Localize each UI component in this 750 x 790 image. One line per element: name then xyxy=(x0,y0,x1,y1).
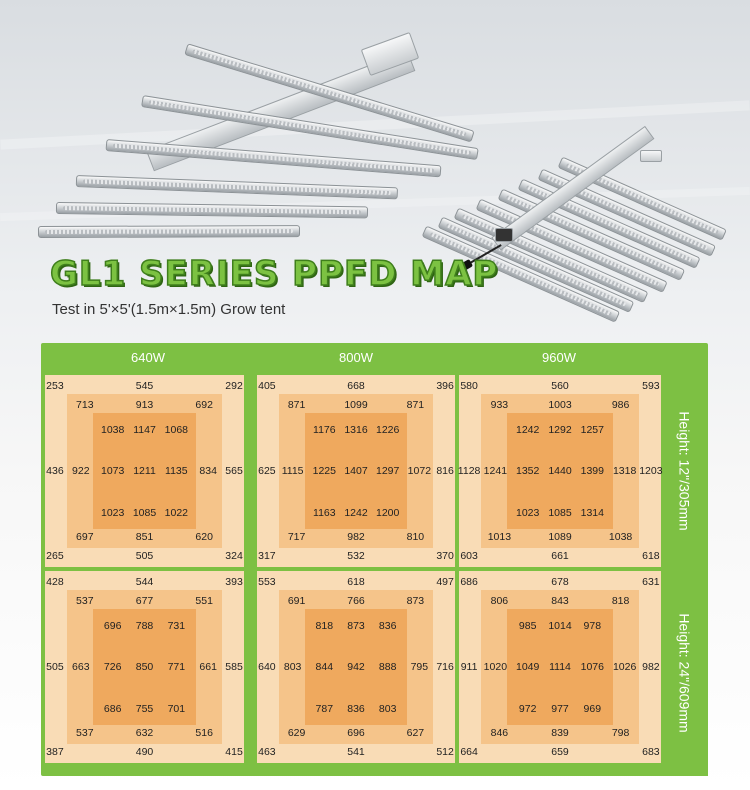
inner-value: 803 xyxy=(378,703,397,716)
middle-value: 839 xyxy=(551,727,569,740)
inner-value: 1163 xyxy=(313,507,336,520)
outer-value: 593 xyxy=(642,379,660,392)
middle-value: 692 xyxy=(195,398,213,411)
middle-value: 795 xyxy=(410,661,429,673)
middle-value: 803 xyxy=(283,661,302,673)
outer-value: 982 xyxy=(642,661,660,673)
middle-value: 1072 xyxy=(407,465,432,477)
middle-value: 627 xyxy=(406,727,425,740)
inner-value: 1211 xyxy=(133,465,156,477)
inner-value: 969 xyxy=(583,703,602,716)
outer-value: 415 xyxy=(225,746,243,759)
outer-value: 816 xyxy=(436,465,454,477)
outer-value: 541 xyxy=(347,746,365,759)
middle-value: 632 xyxy=(135,727,154,740)
middle-value: 537 xyxy=(76,727,94,740)
inner-value: 818 xyxy=(315,619,334,632)
inner-value: 1242 xyxy=(344,507,368,520)
ppfd-map-panel xyxy=(41,343,708,776)
inner-value: 755 xyxy=(135,703,154,716)
page-subtitle: Test in 5'×5'(1.5m×1.5m) Grow tent xyxy=(52,301,286,318)
middle-value: 1089 xyxy=(548,531,572,544)
outer-value: 585 xyxy=(225,661,243,673)
outer-value: 370 xyxy=(436,550,454,563)
inner-value: 1314 xyxy=(580,507,604,520)
height-label-12in: Height: 12"/305mm xyxy=(676,410,693,531)
inner-value: 1407 xyxy=(344,465,368,477)
inner-value: 1076 xyxy=(580,661,604,673)
middle-value: 1241 xyxy=(483,465,508,477)
inner-value: 1399 xyxy=(580,465,604,477)
outer-value: 560 xyxy=(551,379,569,392)
inner-value: 1257 xyxy=(580,423,604,436)
outer-value: 393 xyxy=(225,575,243,588)
middle-value: 806 xyxy=(490,594,509,607)
inner-value: 888 xyxy=(378,661,397,673)
inner-value: 726 xyxy=(103,661,122,673)
outer-value: 1203 xyxy=(639,465,663,477)
ppfd-map-800w-h1 xyxy=(257,375,455,567)
inner-value: 873 xyxy=(347,619,365,632)
middle-value: 1099 xyxy=(344,398,368,411)
middle-value: 1020 xyxy=(483,661,508,673)
outer-value: 505 xyxy=(46,661,64,673)
inner-value: 1292 xyxy=(548,423,572,436)
outer-value: 253 xyxy=(46,379,64,392)
middle-value: 933 xyxy=(490,398,509,411)
inner-value: 696 xyxy=(103,619,122,632)
inner-value: 1085 xyxy=(548,507,572,520)
outer-value: 512 xyxy=(436,746,454,759)
inner-value: 701 xyxy=(167,703,186,716)
outer-value: 659 xyxy=(551,746,569,759)
inner-value: 787 xyxy=(315,703,334,716)
middle-value: 663 xyxy=(72,661,90,673)
outer-value: 532 xyxy=(347,550,365,563)
inner-value: 1135 xyxy=(165,465,188,477)
outer-value: 265 xyxy=(46,550,64,563)
inner-value: 1242 xyxy=(515,423,540,436)
column-header-640w: 640W xyxy=(131,350,165,365)
middle-value: 717 xyxy=(287,531,306,544)
inner-value: 1022 xyxy=(164,507,189,520)
outer-value: 640 xyxy=(258,661,276,673)
inner-value: 1014 xyxy=(548,619,572,632)
inner-value: 1440 xyxy=(548,465,572,477)
middle-value: 851 xyxy=(135,531,154,544)
outer-value: 661 xyxy=(551,550,569,563)
middle-value: 1026 xyxy=(612,661,637,673)
middle-value: 766 xyxy=(347,594,365,607)
inner-value: 1147 xyxy=(133,423,156,436)
outer-value: 668 xyxy=(347,379,365,392)
inner-value: 985 xyxy=(518,619,537,632)
inner-value: 836 xyxy=(378,619,397,632)
middle-value: 871 xyxy=(287,398,306,411)
outer-value: 580 xyxy=(460,379,478,392)
outer-value: 317 xyxy=(258,550,276,563)
outer-value: 490 xyxy=(135,746,154,759)
outer-value: 686 xyxy=(460,575,478,588)
middle-value: 1038 xyxy=(608,531,633,544)
middle-value: 818 xyxy=(611,594,630,607)
outer-value: 553 xyxy=(258,575,276,588)
inner-value: 1073 xyxy=(100,465,125,477)
ppfd-map-960w-h1 xyxy=(459,375,661,567)
middle-value: 661 xyxy=(199,661,217,673)
middle-value: 871 xyxy=(406,398,425,411)
middle-value: 537 xyxy=(76,594,94,607)
page-title: GL1 SERIES PPFD MAP xyxy=(50,254,499,294)
outer-value: 405 xyxy=(258,379,276,392)
middle-value: 834 xyxy=(199,465,217,477)
ppfd-map-640w-h1 xyxy=(45,375,244,567)
outer-value: 544 xyxy=(135,575,154,588)
inner-value: 844 xyxy=(315,661,334,673)
inner-value: 1023 xyxy=(515,507,540,520)
outer-value: 911 xyxy=(460,661,478,673)
inner-value: 1200 xyxy=(375,507,400,520)
inner-value: 978 xyxy=(583,619,602,632)
ppfd-map-800w-h2 xyxy=(257,571,455,763)
inner-value: 1316 xyxy=(344,423,368,436)
outer-value: 565 xyxy=(225,465,243,477)
height-strip xyxy=(661,373,708,776)
outer-value: 618 xyxy=(642,550,660,563)
middle-value: 516 xyxy=(195,727,213,740)
inner-value: 972 xyxy=(518,703,537,716)
middle-value: 677 xyxy=(135,594,154,607)
middle-value: 810 xyxy=(406,531,425,544)
ppfd-map-640w-h2 xyxy=(45,571,244,763)
outer-value: 428 xyxy=(46,575,64,588)
outer-value: 603 xyxy=(460,550,478,563)
outer-value: 292 xyxy=(225,379,243,392)
middle-value: 922 xyxy=(72,465,90,477)
middle-value: 798 xyxy=(611,727,630,740)
outer-value: 618 xyxy=(347,575,365,588)
inner-value: 1114 xyxy=(549,661,571,673)
outer-value: 631 xyxy=(642,575,660,588)
outer-value: 545 xyxy=(135,379,154,392)
middle-value: 982 xyxy=(347,531,365,544)
middle-value: 1013 xyxy=(487,531,512,544)
outer-value: 1128 xyxy=(457,465,481,477)
middle-value: 620 xyxy=(195,531,213,544)
outer-value: 497 xyxy=(436,575,454,588)
outer-value: 683 xyxy=(642,746,660,759)
middle-value: 843 xyxy=(551,594,569,607)
inner-value: 942 xyxy=(347,661,365,673)
outer-value: 625 xyxy=(258,465,276,477)
inner-value: 686 xyxy=(103,703,122,716)
outer-value: 396 xyxy=(436,379,454,392)
middle-value: 873 xyxy=(406,594,425,607)
inner-value: 1226 xyxy=(375,423,400,436)
height-label-24in: Height: 24"/609mm xyxy=(676,613,693,733)
middle-value: 713 xyxy=(76,398,94,411)
middle-value: 1003 xyxy=(548,398,572,411)
column-header-800w: 800W xyxy=(339,350,373,365)
middle-value: 1318 xyxy=(612,465,637,477)
inner-value: 1297 xyxy=(375,465,400,477)
middle-value: 551 xyxy=(195,594,213,607)
middle-value: 691 xyxy=(287,594,306,607)
inner-value: 977 xyxy=(551,703,569,716)
middle-value: 913 xyxy=(135,398,154,411)
outer-value: 324 xyxy=(225,550,243,563)
inner-value: 1068 xyxy=(164,423,189,436)
inner-value: 850 xyxy=(135,661,154,673)
column-header-960w: 960W xyxy=(542,350,576,365)
inner-value: 788 xyxy=(135,619,154,632)
outer-value: 664 xyxy=(460,746,478,759)
middle-value: 986 xyxy=(611,398,630,411)
outer-value: 678 xyxy=(551,575,569,588)
outer-value: 505 xyxy=(135,550,154,563)
middle-value: 696 xyxy=(347,727,365,740)
middle-value: 1115 xyxy=(281,465,304,477)
ppfd-map-960w-h2 xyxy=(459,571,661,763)
inner-value: 1225 xyxy=(312,465,336,477)
middle-value: 629 xyxy=(287,727,306,740)
outer-value: 716 xyxy=(436,661,454,673)
middle-value: 697 xyxy=(76,531,94,544)
inner-value: 771 xyxy=(167,661,186,673)
outer-value: 436 xyxy=(46,465,64,477)
middle-value: 846 xyxy=(490,727,509,740)
inner-value: 1049 xyxy=(515,661,540,673)
inner-value: 1085 xyxy=(132,507,157,520)
inner-value: 836 xyxy=(347,703,365,716)
outer-value: 463 xyxy=(258,746,276,759)
inner-value: 1352 xyxy=(515,465,540,477)
inner-value: 1176 xyxy=(313,423,336,436)
outer-value: 387 xyxy=(46,746,64,759)
inner-value: 1038 xyxy=(100,423,125,436)
inner-value: 731 xyxy=(167,619,186,632)
inner-value: 1023 xyxy=(100,507,125,520)
